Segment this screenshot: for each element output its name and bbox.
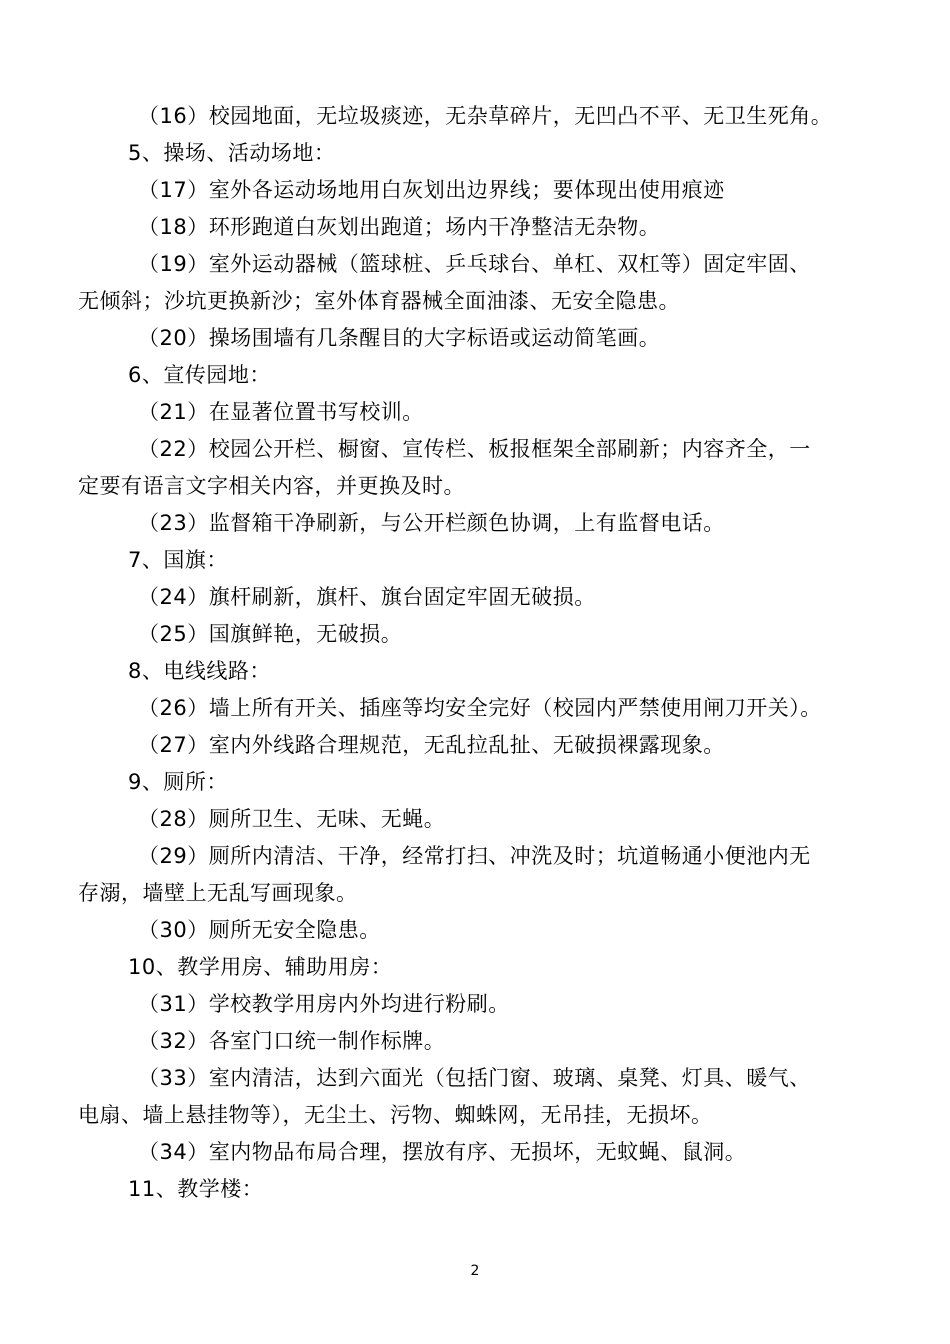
text-line: （19）室外运动器械（篮球桩、乒乓球台、单杠、双杠等）固定牢固、 [138,252,811,276]
text-line: （25）国旗鲜艳，无破损。 [138,622,403,646]
text-line: （26）墙上所有开关、插座等均安全完好（校园内严禁使用闸刀开关）。 [138,696,822,720]
text-line: 定要有语言文字相关内容，并更换及时。 [78,474,465,498]
section-heading: 9、厕所： [128,770,228,794]
text-line: （16）校园地面，无垃圾痰迹，无杂草碎片，无凹凸不平、无卫生死角。 [138,104,833,128]
text-line: （30）厕所无安全隐患。 [138,918,381,942]
text-line: （27）室内外线路合理规范，无乱拉乱扯、无破损裸露现象。 [138,733,725,757]
text-line: （21）在显著位置书写校训。 [138,400,424,424]
text-line: （31）学校教学用房内外均进行粉刷。 [138,992,510,1016]
section-heading: 7、国旗： [128,548,228,572]
text-line: （23）监督箱干净刷新，与公开栏颜色协调，上有监督电话。 [138,511,725,535]
text-line: 存溺，墙壁上无乱写画现象。 [78,881,358,905]
section-heading: 8、电线线路： [128,659,271,683]
text-line: 电扇、墙上悬挂物等），无尘土、污物、蜘蛛网，无吊挂，无损坏。 [78,1103,713,1127]
section-heading: 5、操场、活动场地： [128,141,336,165]
text-line: （18）环形跑道白灰划出跑道；场内干净整洁无杂物。 [138,215,661,239]
section-heading: 11、教学楼： [128,1177,264,1201]
text-line: （22）校园公开栏、橱窗、宣传栏、板报框架全部刷新；内容齐全，一 [138,437,811,461]
text-line: 无倾斜；沙坑更换新沙；室外体育器械全面油漆、无安全隐患。 [78,289,680,313]
page-number: 2 [470,1263,480,1279]
section-heading: 10、教学用房、辅助用房： [128,955,393,979]
text-line: （32）各室门口统一制作标牌。 [138,1029,446,1053]
text-line: （28）厕所卫生、无味、无蝇。 [138,807,446,831]
text-line: （24）旗杆刷新，旗杆、旗台固定牢固无破损。 [138,585,596,609]
text-line: （17）室外各运动场地用白灰划出边界线；要体现出使用痕迹 [138,178,725,202]
text-line: （34）室内物品布局合理，摆放有序、无损坏，无蚊蝇、鼠洞。 [138,1140,747,1164]
document-body [78,98,868,1208]
section-heading: 6、宣传园地： [128,363,271,387]
text-line: （29）厕所内清洁、干净，经常打扫、冲洗及时；坑道畅通小便池内无 [138,844,811,868]
text-line: （33）室内清洁，达到六面光（包括门窗、玻璃、桌凳、灯具、暖气、 [138,1066,811,1090]
text-line: （20）操场围墙有几条醒目的大字标语或运动简笔画。 [138,326,661,350]
